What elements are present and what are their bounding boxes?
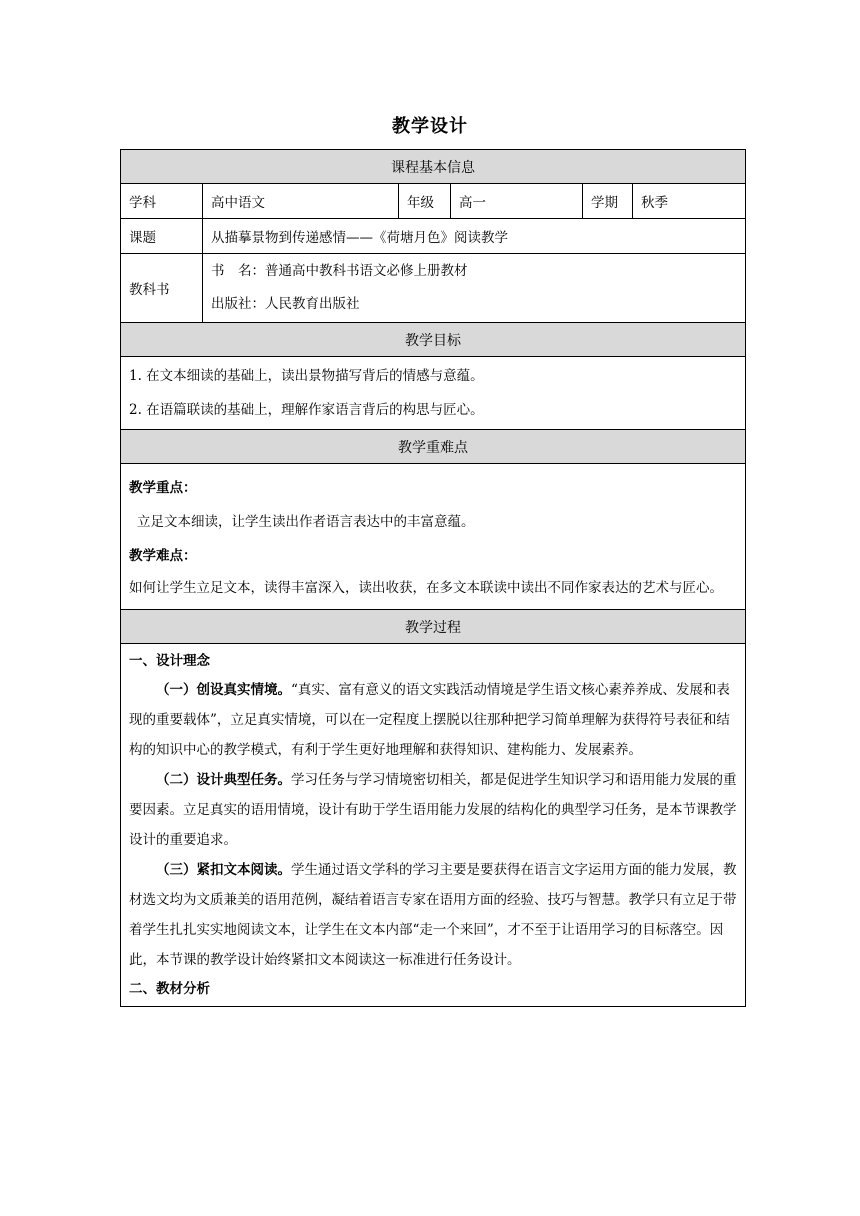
concept-2-text: 学习任务与学习情境密切相关，都是促进学生知识学习和语用能力发展的重要因素。立足真实的语用情境，设计有助于学生语用能力发展的结构化的典型学习任务，是本节课教学设计的重要追求。 [129,772,737,848]
goals-row [121,357,746,430]
focus-text: 立足文本细读，让学生读出作者语言表达中的丰富意蕴。 [137,514,475,530]
goals-header: 教学目标 [121,323,746,357]
subject-row [121,184,746,219]
concept-2-lead: （二）设计典型任务。 [156,772,291,788]
process-header-row [121,610,746,644]
textbook-row [121,254,746,323]
basic-info-header: 课程基本信息 [121,150,746,184]
document-title: 教学设计 [392,116,468,137]
process-row [121,644,746,1007]
difficulty-text: 如何让学生立足文本，读得丰富深入，读出收获，在多文本联读中读出不同作家表达的艺术与匠心。 [129,580,723,596]
textbook-label: 教科书 [121,254,203,323]
goals-header-row [121,323,746,357]
section-textbook-analysis: 二、教材分析 [129,981,210,997]
concept-paragraph-1 [129,675,737,765]
subject-value: 高中语文 [203,184,399,219]
goals-list [121,357,746,430]
publisher: 出版社：人民教育出版社 [211,296,360,312]
focus-label: 教学重点： [129,480,197,496]
key-points-header-row [121,430,746,464]
term-label: 学期 [583,184,633,219]
process-content [121,644,746,1007]
basic-info-header-row [121,150,746,184]
concept-3-text: 学生通过语文学科的学习主要是要获得在语言文字运用方面的能力发展，教材选文均为文质兼美的语用范例，凝结着语言专家在语用方面的经验、技巧与智慧。教学只有立足于带着学生扎扎实实地阅读文本，让学生在文本内部“走一个来回”，才不至于让语用学习的目标落空。因此，本节课的教学设计始终紧扣文本阅读这一标准进行任务设计。 [129,862,737,968]
topic-value: 从描摹景物到传递感情——《荷塘月色》阅读教学 [203,219,746,254]
term-value: 秋季 [633,184,746,219]
concept-3-lead: （三）紧扣文本阅读。 [156,862,291,878]
key-points-header: 教学重难点 [121,430,746,464]
section-design-concept: 一、设计理念 [129,653,210,669]
lesson-design-table [120,149,746,1007]
difficulty-label: 教学难点： [129,548,197,564]
book-name: 书 名：普通高中教科书语文必修上册教材 [211,263,468,279]
concept-1-text: “真实、富有意义的语文实践活动情境是学生语文核心素养养成、发展和表现的重要载体”，立足真实情境，可以在一定程度上摆脱以往那种把学习简单理解为获得符号表征和结构的知识中心的教学模式，有利于学生更好地理解和获得知识、建构能力、发展素养。 [129,682,730,758]
grade-value: 高一 [451,184,583,219]
topic-label: 课题 [121,219,203,254]
concept-paragraph-2 [129,765,737,855]
goal-item: 2. 在语篇联读的基础上，理解作家语言背后的构思与匠心。 [129,402,484,418]
grade-label: 年级 [399,184,451,219]
topic-row [121,219,746,254]
concept-paragraph-3 [129,855,737,975]
subject-label: 学科 [121,184,203,219]
key-points-row [121,464,746,610]
goal-item: 1. 在文本细读的基础上，读出景物描写背后的情感与意蕴。 [129,368,484,384]
key-points-content [121,464,746,610]
concept-1-lead: （一）创设真实情境。 [156,682,291,698]
textbook-info [203,254,746,323]
process-header: 教学过程 [121,610,746,644]
